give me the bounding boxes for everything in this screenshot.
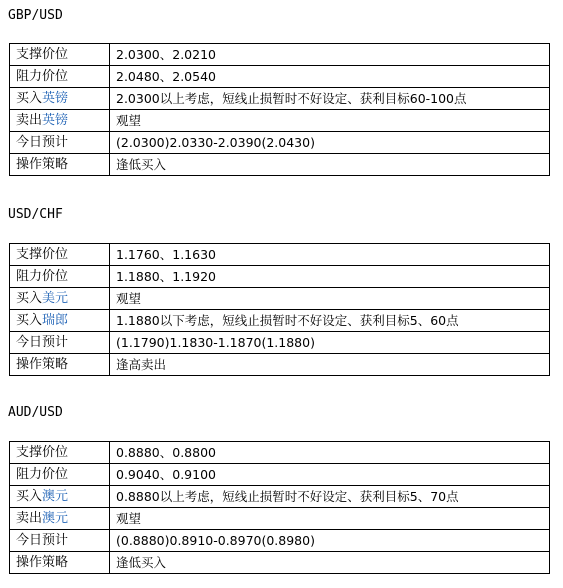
row-label: 支撑价位 (10, 244, 110, 266)
table-row (10, 464, 550, 486)
row-label: 操作策略 (10, 354, 110, 376)
row-value: 2.0480、2.0540 (110, 66, 550, 88)
currency-link-gbp[interactable]: 英镑 (42, 91, 69, 106)
row-value: 2.0300以上考虑，短线止损暂时不好设定、获利目标60-100点 (110, 88, 550, 110)
table-row (10, 486, 550, 508)
row-label: 支撑价位 (10, 442, 110, 464)
row-label: 操作策略 (10, 552, 110, 574)
row-value: 1.1880、1.1920 (110, 266, 550, 288)
table-row (10, 88, 550, 110)
currency-link-gbp[interactable]: 英镑 (42, 113, 69, 128)
table-row (10, 530, 550, 552)
row-value: 逢高卖出 (110, 354, 550, 376)
currency-link-chf[interactable]: 瑞郎 (42, 313, 69, 328)
row-label: 操作策略 (10, 154, 110, 176)
table-row (10, 288, 550, 310)
currency-link-aud[interactable]: 澳元 (42, 511, 69, 526)
row-label: 今日预计 (10, 132, 110, 154)
row-value: 观望 (110, 508, 550, 530)
table-row (10, 442, 550, 464)
table-row (10, 508, 550, 530)
rate-table-audusd (9, 441, 550, 574)
rate-table-usdchf (9, 243, 550, 376)
row-value: 0.8880、0.8800 (110, 442, 550, 464)
table-row (10, 244, 550, 266)
row-value: 逢低买入 (110, 154, 550, 176)
row-label: 买入英镑 (10, 88, 110, 110)
rate-table-gbpusd (9, 43, 550, 176)
row-value: 观望 (110, 288, 550, 310)
row-value: (2.0300)2.0330-2.0390(2.0430) (110, 132, 550, 154)
row-label: 买入瑞郎 (10, 310, 110, 332)
table-row (10, 332, 550, 354)
table-row (10, 154, 550, 176)
table-row (10, 66, 550, 88)
row-value: (1.1790)1.1830-1.1870(1.1880) (110, 332, 550, 354)
row-label: 卖出澳元 (10, 508, 110, 530)
table-row (10, 310, 550, 332)
table-row (10, 44, 550, 66)
table-row (10, 110, 550, 132)
row-value: 0.8880以上考虑，短线止损暂时不好设定、获利目标5、70点 (110, 486, 550, 508)
row-label: 今日预计 (10, 332, 110, 354)
row-label: 支撑价位 (10, 44, 110, 66)
table-row (10, 132, 550, 154)
table-row (10, 266, 550, 288)
table-row (10, 354, 550, 376)
row-value: 1.1760、1.1630 (110, 244, 550, 266)
table-row (10, 552, 550, 574)
row-value: 观望 (110, 110, 550, 132)
row-value: 2.0300、2.0210 (110, 44, 550, 66)
row-label: 买入美元 (10, 288, 110, 310)
row-label: 阻力价位 (10, 464, 110, 486)
pair-title-audusd: AUD/USD (8, 405, 63, 420)
pair-title-gbpusd: GBP/USD (8, 8, 63, 23)
row-label: 买入澳元 (10, 486, 110, 508)
row-value: (0.8880)0.8910-0.8970(0.8980) (110, 530, 550, 552)
currency-link-aud[interactable]: 澳元 (42, 489, 69, 504)
row-value: 0.9040、0.9100 (110, 464, 550, 486)
pair-title-usdchf: USD/CHF (8, 207, 63, 222)
row-label: 卖出英镑 (10, 110, 110, 132)
currency-link-usd[interactable]: 美元 (42, 291, 69, 306)
row-value: 逢低买入 (110, 552, 550, 574)
row-label: 阻力价位 (10, 266, 110, 288)
row-label: 今日预计 (10, 530, 110, 552)
row-value: 1.1880以下考虑，短线止损暂时不好设定、获利目标5、60点 (110, 310, 550, 332)
row-label: 阻力价位 (10, 66, 110, 88)
